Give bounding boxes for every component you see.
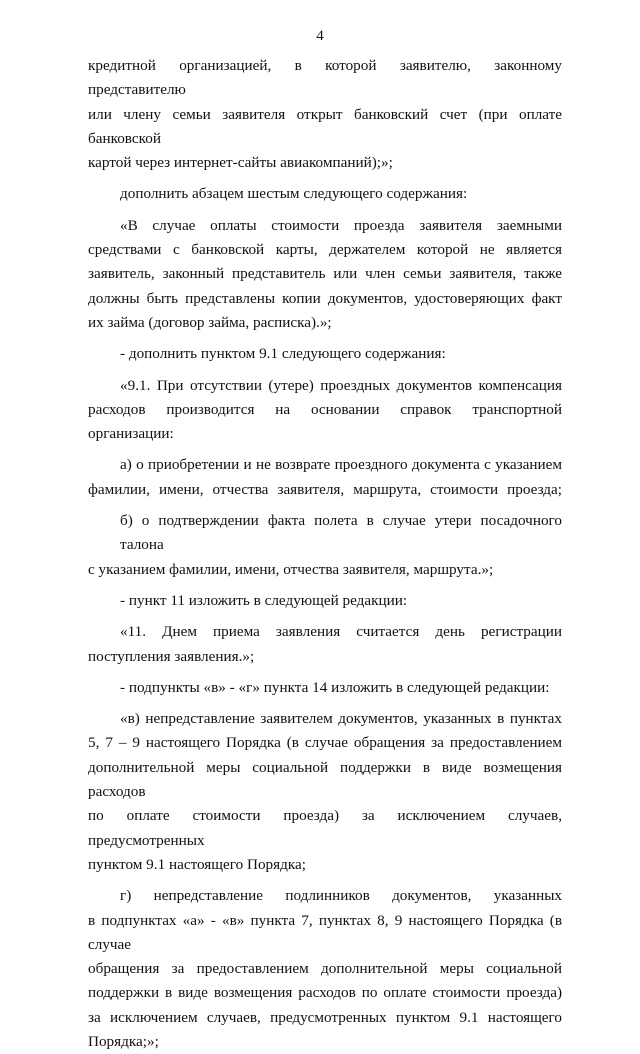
text-line: Порядка;»; [88,1032,159,1050]
text-line: - подпункты «в» - «г» пункта 14 изложить в следующей редакции: [120,678,550,696]
text-line: должны быть представлены копии документов, удостоверяющих факт [88,289,562,307]
text-line: фамилии, имени, отчества заявителя, маршрута, стоимости проезда; [88,480,562,498]
text-line: «11. Днем приема заявления считается день регистрации [120,623,562,641]
text-line: в подпунктах «а» - «в» пункта 7, пунктах 8, 9 настоящего Порядка (в случае [88,911,562,953]
text-line: пунктом 9.1 настоящего Порядка; [88,855,306,873]
text-line: их займа (договор займа, расписка).»; [88,313,332,331]
text-line: или члену семьи заявителя открыт банковский счет (при оплате банковской [88,105,562,147]
text-line: - пункт 11 изложить в следующей редакции: [120,591,408,609]
text-line: 5, 7 – 9 настоящего Порядка (в случае обращения за предоставлением [88,734,562,752]
text-line: картой через интернет-сайты авиакомпаний);»; [88,154,393,172]
text-line: поступления заявления.»; [88,647,255,665]
text-line: - дополнить пунктом 9.1 следующего содержания: [120,345,446,363]
text-line: заявитель, законный представитель или член семьи заявителя, также [88,265,562,283]
text-line: дополнительной меры социальной поддержки в виде возмещения расходов [88,758,562,801]
text-line: «9.1. При отсутствии (утере) проездных документов компенсация [120,376,562,394]
text-line: по оплате стоимости проезда) за исключением случаев, предусмотренных [88,807,562,849]
page-number: 4 [316,28,324,44]
text-line: за исключением случаев, предусмотренных пунктом 9.1 настоящего [88,1008,562,1026]
text-line: а) о приобретении и не возврате проездного документа с указанием [120,456,562,474]
text-line: расходов производится на основании справок транспортной организации: [88,400,562,443]
document-body [88,54,562,1054]
text-line: г) непредставление подлинников документов, указанных [120,887,562,905]
text-line: кредитной организацией, в которой заявителю, законному представителю [88,57,562,99]
text-line: поддержки в виде возмещения расходов по оплате стоимости проезда) [88,984,562,1002]
text-line: средствами с банковской карты, держателем которой не является [88,241,562,259]
text-line: обращения за предоставлением дополнительной меры социальной [88,960,562,978]
text-line: б) о подтверждении факта полета в случае утери посадочного талона [120,512,562,554]
text-line: «В случае оплаты стоимости проезда заявителя заемными [120,216,562,234]
text-line: с указанием фамилии, имени, отчества заявителя, маршрута.»; [88,560,494,578]
text-line: дополнить абзацем шестым следующего содержания: [120,185,468,203]
text-line: «в) непредставление заявителем документов, указанных в пунктах [120,710,562,728]
